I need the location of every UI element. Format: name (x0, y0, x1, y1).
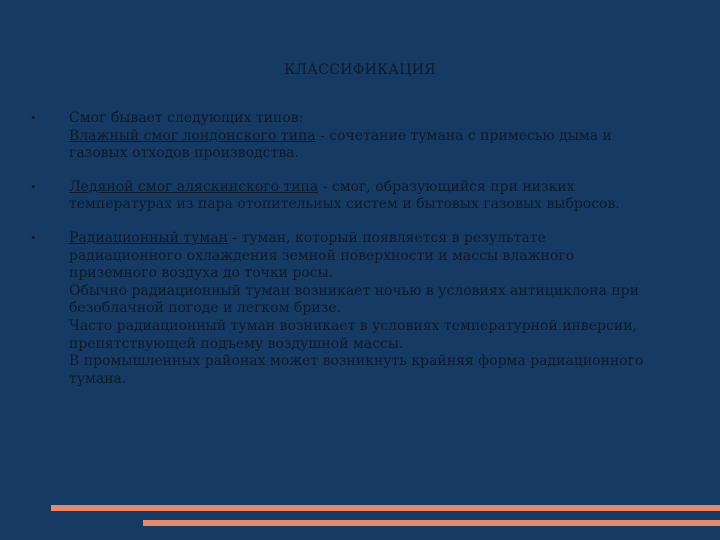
bullet-text-line: Обычно радиационный туман возникает ночью в условиях антициклона при (69, 282, 639, 299)
bullet-text-line: приземного воздуха до точки росы. (69, 265, 334, 282)
bullet-text-line (69, 179, 670, 197)
bullet-text-line: газовых отходов производства. (69, 145, 299, 162)
bullet-text-fragment: - туман, который появляется в результате (227, 229, 546, 246)
decorative-bar-top (51, 505, 720, 511)
decorative-bar-bottom (143, 520, 720, 526)
bullet-list (30, 110, 670, 404)
bullet-item-ice-smog (30, 179, 670, 214)
bullet-item-smog-types (30, 110, 670, 163)
bullet-text-line: препятствующей подъему воздушной массы. (69, 335, 404, 352)
slide-title: КЛАССИФИКАЦИЯ (284, 62, 436, 78)
bullet-text-fragment: - смог, образующийся при низких (318, 178, 575, 195)
term-london-smog: Влажный смог лондонского типа (69, 127, 316, 144)
bullet-text-line: Часто радиационный туман возникает в условиях температурной инверсии, (69, 317, 637, 334)
bullet-text-fragment: - сочетание тумана с примесью дыма и (315, 127, 612, 144)
term-radiation-fog: Радиационный туман (69, 229, 228, 246)
bullet-dot: • (30, 180, 37, 194)
bullet-item-radiation-fog (30, 230, 670, 388)
bullet-text-line: тумана. (69, 370, 127, 387)
term-alaska-smog: Ледяной смог аляскинского типа (69, 178, 319, 195)
bullet-text-line: температурах из пара отопительных систем и бытовых газовых выбросов. (69, 196, 620, 213)
bullet-text-line (69, 128, 670, 146)
bullet-dot: • (30, 112, 37, 125)
bullet-text-line (69, 230, 670, 248)
bullet-text-line: Смог бывает следующих типов: (69, 110, 304, 126)
bullet-text-line: В промышленных районах может возникнуть крайняя форма радиационного (69, 353, 644, 370)
bullet-text-line: безоблачной погоде и легком бризе. (69, 300, 342, 317)
bullet-dot: • (30, 231, 37, 245)
bullet-text-line: радиационного охлаждения земной поверхности и массы влажного (69, 247, 575, 264)
